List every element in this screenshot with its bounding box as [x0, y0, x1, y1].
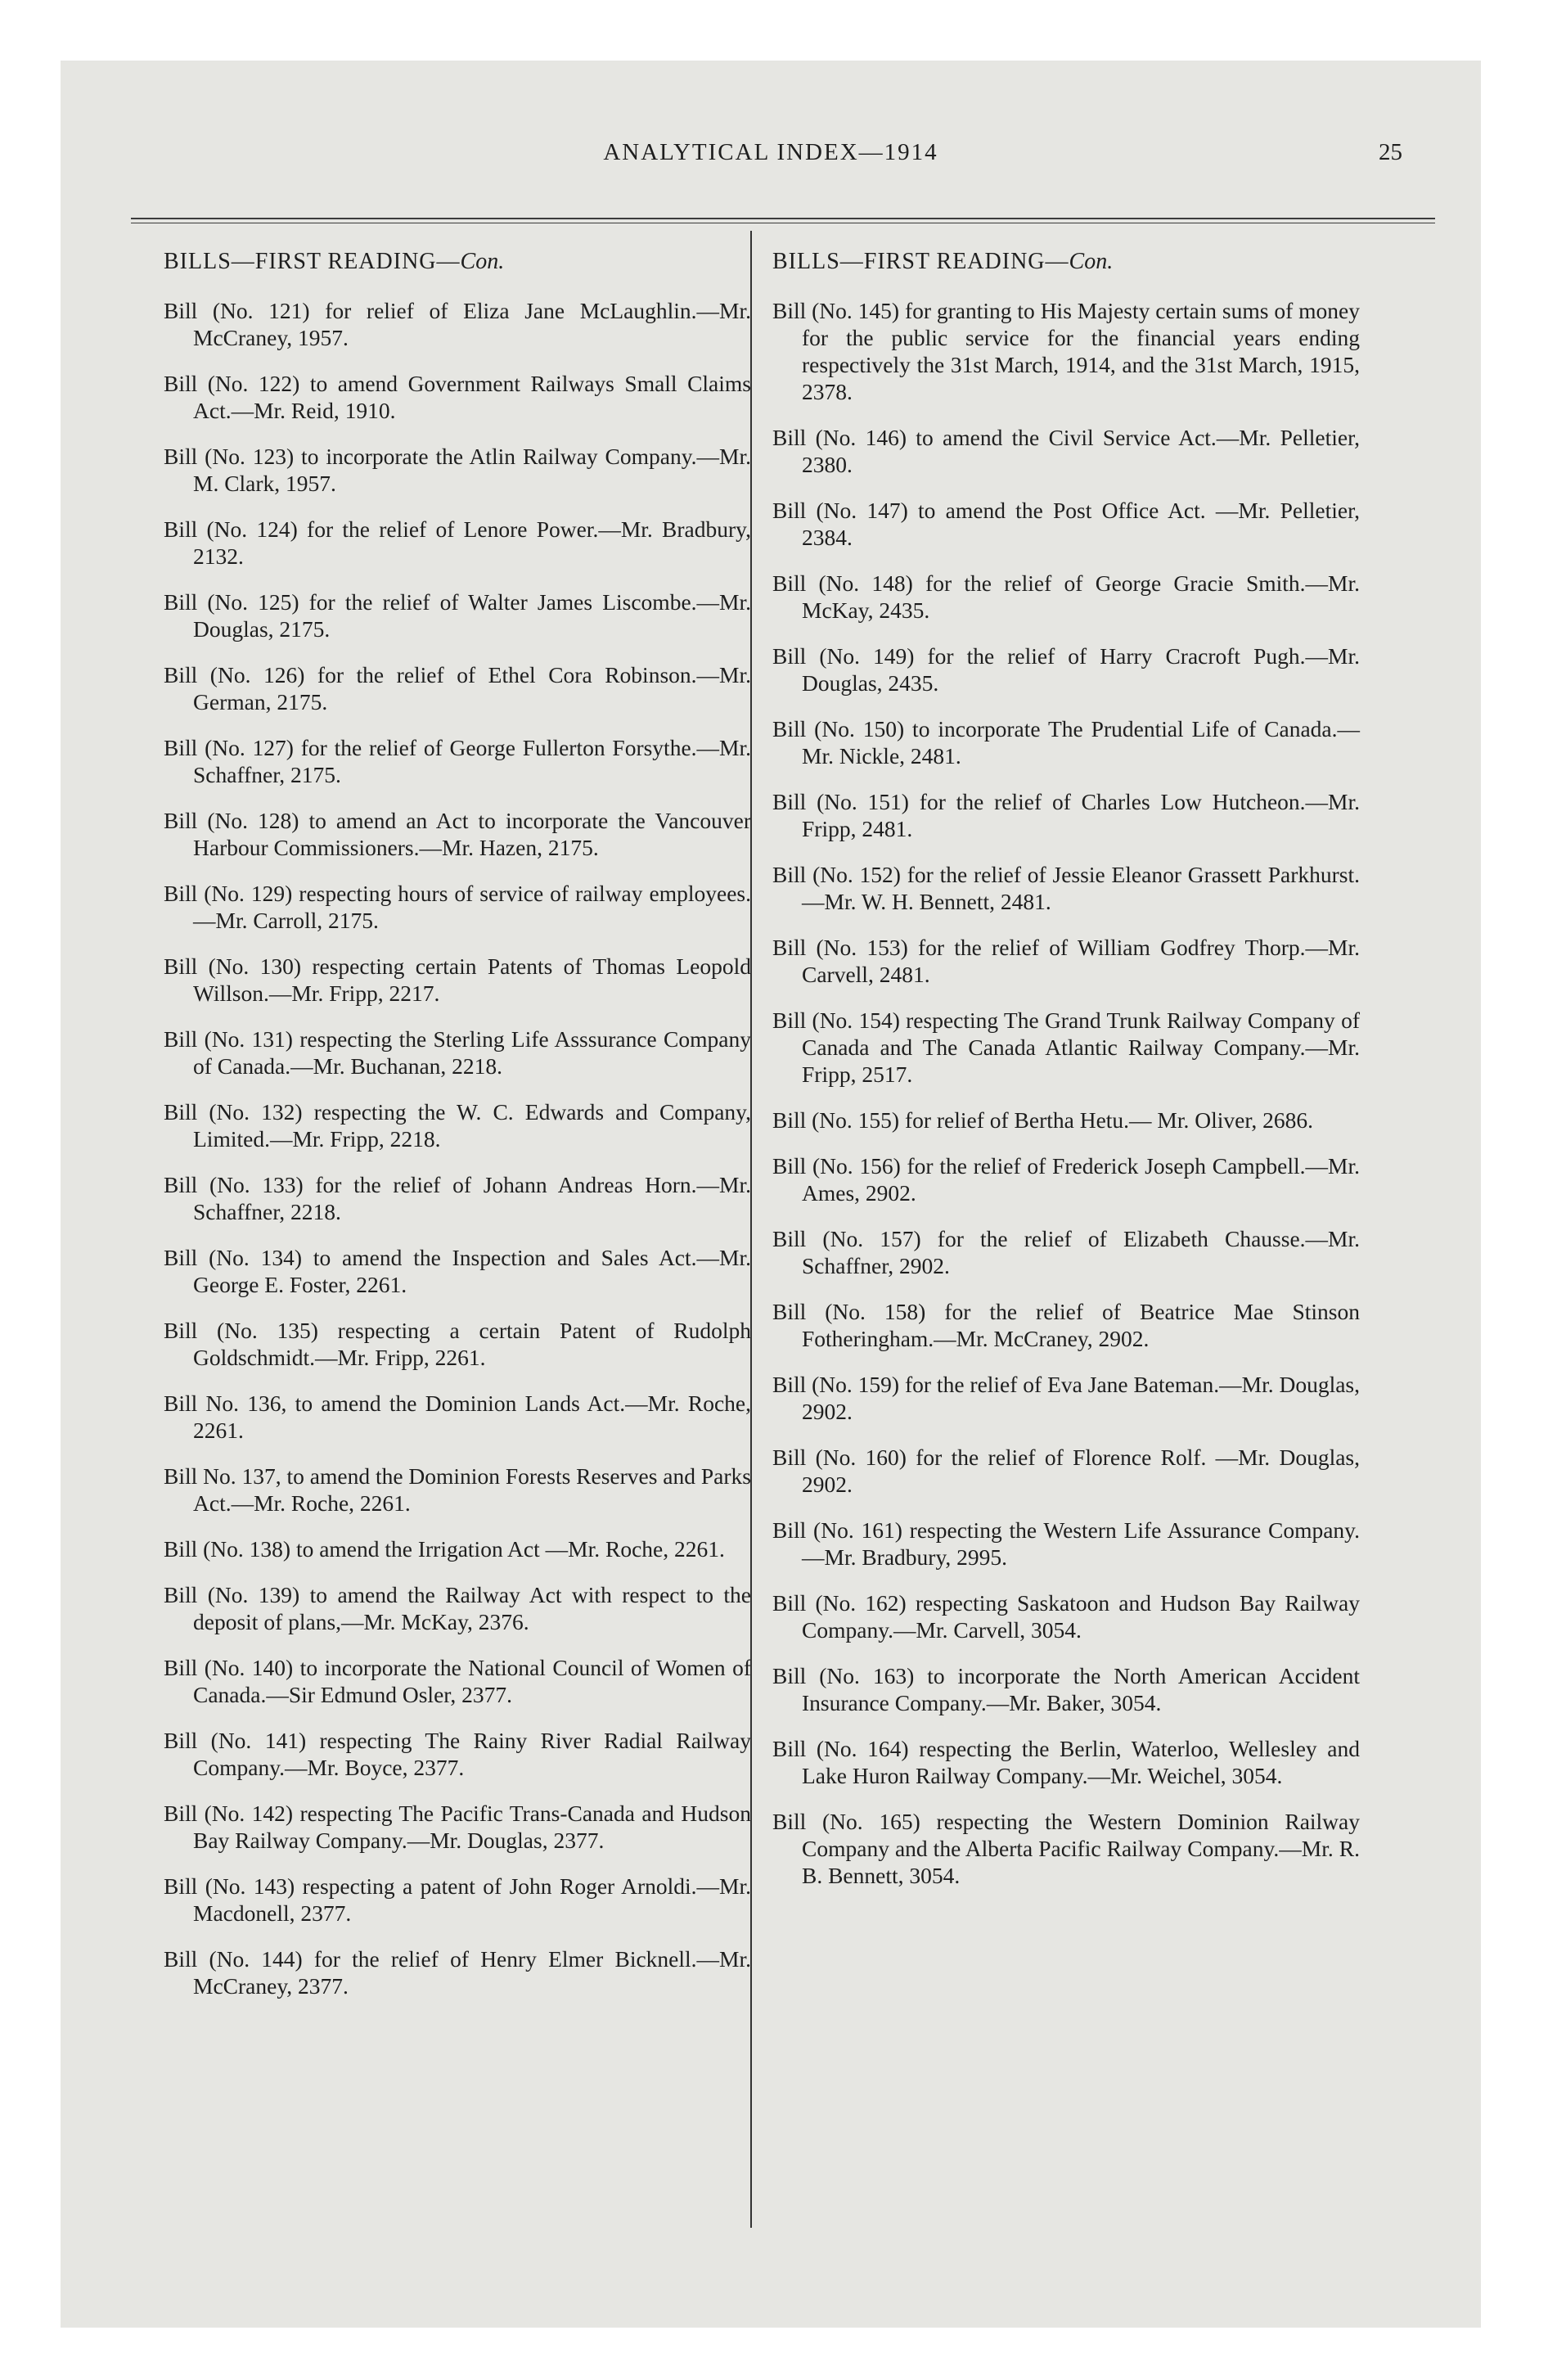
index-entry: Bill (No. 129) respecting hours of service of railway employees.—Mr. Carroll, 2175. — [164, 881, 751, 933]
column-divider — [750, 231, 752, 2228]
column-heading-text: BILLS—FIRST READING— — [164, 249, 461, 274]
index-entry: Bill (No. 130) respecting certain Patents of Thomas Leopold Willson.—Mr. Fripp, 2217. — [164, 953, 751, 1006]
index-entry: Bill (No. 124) for the relief of Lenore Power.—Mr. Bradbury, 2132. — [164, 516, 751, 569]
index-entry: Bill (No. 165) respecting the Western Dominion Railway Company and the Alberta Pacific Railway Company.—Mr. R. B. Bennett, 3054. — [772, 1809, 1360, 1888]
index-entry: Bill (No. 128) to amend an Act to incorporate the Vancouver Harbour Commissioners.—Mr. Hazen, 2175. — [164, 808, 751, 860]
index-entry: Bill (No. 160) for the relief of Florence Rolf. —Mr. Douglas, 2902. — [772, 1445, 1360, 1497]
column-heading — [772, 249, 1360, 275]
page-number: 25 — [1379, 139, 1402, 165]
right-column — [772, 249, 1360, 1908]
index-entry: Bill (No. 125) for the relief of Walter James Liscombe.—Mr. Douglas, 2175. — [164, 589, 751, 642]
entry-list — [772, 297, 1360, 1889]
index-entry: Bill (No. 126) for the relief of Ethel Cora Robinson.—Mr. German, 2175. — [164, 662, 751, 714]
index-entry: Bill No. 137, to amend the Dominion Forests Reserves and Parks Act.—Mr. Roche, 2261. — [164, 1463, 751, 1516]
column-heading-text: BILLS—FIRST READING— — [772, 249, 1069, 274]
index-entry: Bill (No. 149) for the relief of Harry Cracroft Pugh.—Mr. Douglas, 2435. — [772, 643, 1360, 696]
column-heading-continued: Con. — [1069, 249, 1114, 274]
running-title: ANALYTICAL INDEX—1914 — [603, 139, 938, 165]
column-heading-continued: Con. — [460, 249, 505, 274]
index-entry: Bill (No. 121) for relief of Eliza Jane McLaughlin.—Mr. McCraney, 1957. — [164, 298, 751, 350]
index-entry: Bill (No. 147) to amend the Post Office Act. —Mr. Pelletier, 2384. — [772, 498, 1360, 550]
index-entry: Bill (No. 139) to amend the Railway Act with respect to the deposit of plans,—Mr. McKay, 2376. — [164, 1582, 751, 1634]
index-entry: Bill (No. 140) to incorporate the National Council of Women of Canada.—Sir Edmund Osler, 2377. — [164, 1655, 751, 1707]
index-entry: Bill (No. 162) respecting Saskatoon and Hudson Bay Railway Company.—Mr. Carvell, 3054. — [772, 1590, 1360, 1643]
entry-list — [164, 297, 751, 1999]
index-entry: Bill (No. 157) for the relief of Elizabeth Chausse.—Mr. Schaffner, 2902. — [772, 1226, 1360, 1278]
left-column — [164, 249, 751, 2018]
index-entry: Bill (No. 159) for the relief of Eva Jane Bateman.—Mr. Douglas, 2902. — [772, 1372, 1360, 1424]
index-entry: Bill (No. 156) for the relief of Frederick Joseph Campbell.—Mr. Ames, 2902. — [772, 1153, 1360, 1206]
index-entry: Bill (No. 150) to incorporate The Prudential Life of Canada.—Mr. Nickle, 2481. — [772, 716, 1360, 769]
index-entry: Bill (No. 127) for the relief of George Fullerton Forsythe.—Mr. Schaffner, 2175. — [164, 735, 751, 787]
index-entry: Bill (No. 131) respecting the Sterling Life Asssurance Company of Canada.—Mr. Buchanan, 2218. — [164, 1026, 751, 1079]
index-entry: Bill (No. 134) to amend the Inspection and Sales Act.—Mr. George E. Foster, 2261. — [164, 1245, 751, 1297]
index-entry: Bill (No. 155) for relief of Bertha Hetu.— Mr. Oliver, 2686. — [772, 1107, 1314, 1133]
index-entry: Bill (No. 154) respecting The Grand Trunk Railway Company of Canada and The Canada Atlantic Railway Company.—Mr. Fripp, 2517. — [772, 1007, 1360, 1087]
index-entry: Bill (No. 152) for the relief of Jessie Eleanor Grassett Parkhurst.—Mr. W. H. Bennett, 2481. — [772, 862, 1360, 914]
column-heading — [164, 249, 751, 275]
index-entry: Bill (No. 132) respecting the W. C. Edwards and Company, Limited.—Mr. Fripp, 2218. — [164, 1099, 751, 1152]
index-entry: Bill (No. 158) for the relief of Beatrice Mae Stinson Fotheringham.—Mr. McCraney, 2902. — [772, 1299, 1360, 1351]
index-entry: Bill (No. 143) respecting a patent of John Roger Arnoldi.—Mr. Macdonell, 2377. — [164, 1873, 751, 1926]
header-rule — [131, 218, 1435, 219]
page-header — [61, 139, 1481, 180]
index-entry: Bill No. 136, to amend the Dominion Lands Act.—Mr. Roche, 2261. — [164, 1391, 751, 1443]
index-entry: Bill (No. 122) to amend Government Railways Small Claims Act.—Mr. Reid, 1910. — [164, 371, 751, 423]
index-entry: Bill (No. 148) for the relief of George Gracie Smith.—Mr. McKay, 2435. — [772, 570, 1360, 623]
index-entry: Bill (No. 142) respecting The Pacific Trans-Canada and Hudson Bay Railway Company.—Mr. Douglas, 2377. — [164, 1801, 751, 1853]
index-entry: Bill (No. 133) for the relief of Johann Andreas Horn.—Mr. Schaffner, 2218. — [164, 1172, 751, 1224]
index-entry: Bill (No. 151) for the relief of Charles Low Hutcheon.—Mr. Fripp, 2481. — [772, 789, 1360, 841]
index-entry: Bill (No. 146) to amend the Civil Service Act.—Mr. Pelletier, 2380. — [772, 425, 1360, 477]
index-entry: Bill (No. 141) respecting The Rainy River Radial Railway Company.—Mr. Boyce, 2377. — [164, 1728, 751, 1780]
document-page — [61, 61, 1481, 2328]
index-entry: Bill (No. 144) for the relief of Henry Elmer Bicknell.—Mr. McCraney, 2377. — [164, 1946, 751, 1999]
index-entry: Bill (No. 123) to incorporate the Atlin Railway Company.—Mr. M. Clark, 1957. — [164, 444, 751, 496]
index-entry: Bill (No. 138) to amend the Irrigation Act —Mr. Roche, 2261. — [164, 1536, 725, 1562]
index-entry: Bill (No. 135) respecting a certain Patent of Rudolph Goldschmidt.—Mr. Fripp, 2261. — [164, 1318, 751, 1370]
index-entry: Bill (No. 145) for granting to His Majesty certain sums of money for the public service for the financial years ending respectively the 31st March, 1914, and the 31st March, 1915, 2378. — [772, 298, 1360, 404]
index-entry: Bill (No. 161) respecting the Western Life Assurance Company.—Mr. Bradbury, 2995. — [772, 1517, 1360, 1570]
index-entry: Bill (No. 164) respecting the Berlin, Waterloo, Wellesley and Lake Huron Railway Company.—Mr. Weichel, 3054. — [772, 1736, 1360, 1788]
index-entry: Bill (No. 163) to incorporate the North American Accident Insurance Company.—Mr. Baker, 3054. — [772, 1663, 1360, 1715]
index-entry: Bill (No. 153) for the relief of William Godfrey Thorp.—Mr. Carvell, 2481. — [772, 935, 1360, 987]
